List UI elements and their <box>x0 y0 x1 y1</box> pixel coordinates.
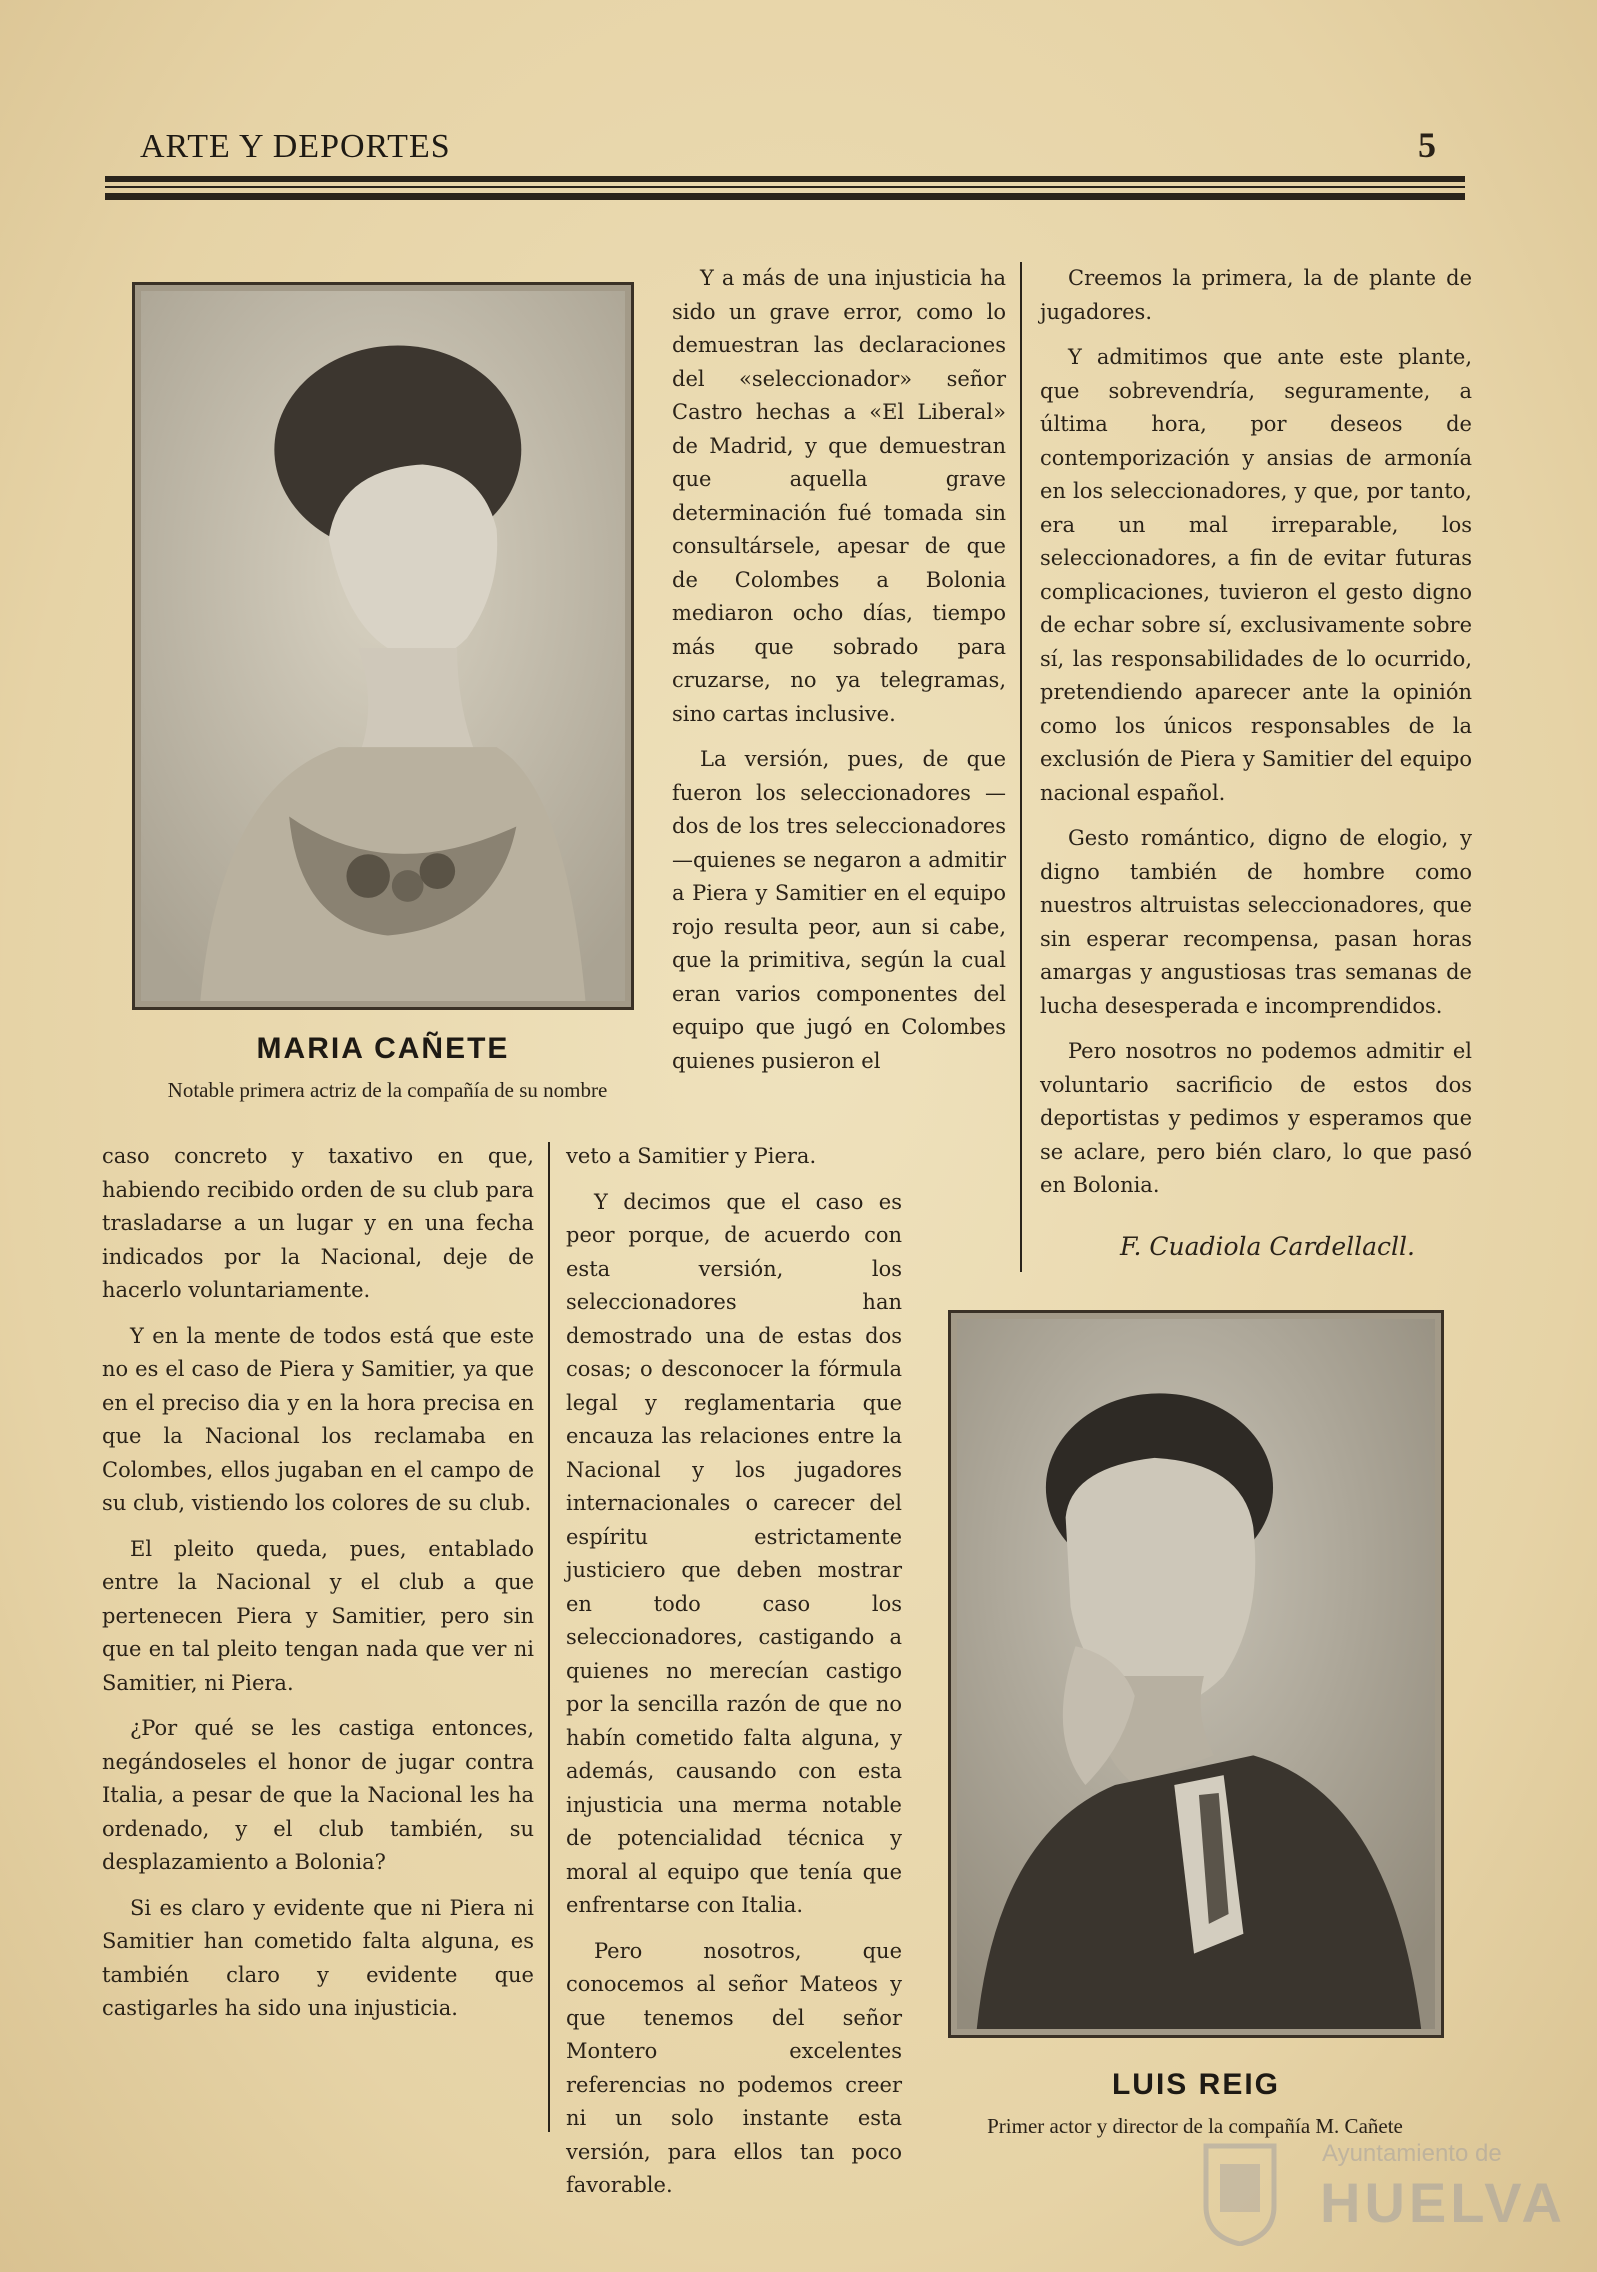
author-signature: F. Cuadiola Cardellacll. <box>1120 1232 1415 1261</box>
paragraph: Y decimos que el caso es peor porque, de acuerdo con esta versión, los seleccionadores han demostrado una de estas dos cosas; o desconocer la fórmula legal y reglamentaria que encauza las relaciones entre la Nacional y los jugadores internacionales o carecer del espíritu estrictamente justiciero que deben mostrar en todo caso los seleccionadores, castigando a quienes no merecían castigo por la sencilla razón de que no habín cometido falta alguna, y además, causando con esta injusticia una merma notable de potencialidad técnica y moral al equipo que tenía que enfrentarse con Italia. <box>566 1189 902 1917</box>
paragraph: Gesto romántico, digno de elogio, y digno también de hombre como nuestros altruistas seleccionadores, que sin esperar recompensa, pasan horas amargas y angustiosas tras semanas de lucha desesperada e incomprendidos. <box>1040 826 1472 1018</box>
paragraph: Creemos la primera, la de plante de jugadores. <box>1040 266 1472 324</box>
paragraph: Y en la mente de todos está que este no es el caso de Piera y Samitier, ya que en el preciso dia y en la hora precisa en que la Nacional los reclamaba en Colombes, ellos jugaban en el campo de su club, vistiendo los colores de su club. <box>102 1323 534 1515</box>
paragraph: Pero nosotros no podemos admitir el voluntario sacrificio de estos dos deportistas y pedimos y esperamos que se aclare, pero bién claro, lo que pasó en Bolonia. <box>1040 1039 1472 1197</box>
caption-sub-luis: Primer actor y director de la compañía M. Cañete <box>987 2114 1403 2138</box>
article-column-upper-middle <box>672 262 1006 1090</box>
header-rule-bottom <box>105 193 1465 200</box>
header-rule-mid <box>105 186 1465 188</box>
publication-title: ARTE Y DEPORTES <box>140 128 451 165</box>
paragraph: ¿Por qué se les castiga entonces, negándoseles el honor de jugar contra Italia, a pesar de que la Nacional les ha ordenado, y el club también, su desplazamiento a Bolonia? <box>102 1716 534 1874</box>
paragraph: Y admitimos que ante este plante, que sobrevendría, seguramente, a última hora, por deseos de contemporización y ansias de armonía en los seleccionadores, y que, por tanto, era un mal irreparable, los seleccionadores, a fin de evitar futuras complicaciones, tuvieron el gesto digno de echar sobre sí, exclusivamente sobre sí, las responsabilidades de lo ocurrido, pretendiendo aparecer ante la opinión como los únicos responsables de la exclusión de Piera y Samitier del equipo nacional español. <box>1040 345 1472 805</box>
portrait-man-image <box>957 1319 1435 2029</box>
caption-name-maria: MARIA CAÑETE <box>256 1032 510 1065</box>
article-column-left <box>102 1140 534 2038</box>
paragraph: caso concreto y taxativo en que, habiendo recibido orden de su club para trasladarse a un lugar y en una fecha indicados por la Nacional, deje de hacerlo voluntariamente. <box>102 1144 534 1302</box>
watermark <box>1200 2130 1566 2250</box>
caption-sub-maria: Notable primera actriz de la compañía de su nombre <box>167 1078 608 1102</box>
portrait-woman-image <box>141 291 625 1001</box>
paragraph: veto a Samitier y Piera. <box>566 1144 817 1168</box>
paragraph: El pleito queda, pues, entablado entre la Nacional y el club a que pertenecen Piera y Samitier, pero sin que en tal pleito tengan nada que ver ni Samitier, ni Piera. <box>102 1536 534 1695</box>
paragraph: Y a más de una injusticia ha sido un grave error, como lo demuestran las declaraciones del «seleccionador» señor Castro hechas a «El Liberal» de Madrid, y que demuestran que aquella grave determinación fué tomada sin consultársele, apesar de que de Colombes a Bolonia mediaron ocho días, tiempo más que sobrado para cruzarse, no ya telegramas, sino cartas inclusive. <box>672 266 1006 726</box>
article-column-middle <box>566 1140 902 2215</box>
photo-maria-canete <box>132 282 634 1010</box>
watermark-line1: Ayuntamiento de <box>1322 2140 1502 2167</box>
paragraph: La versión, pues, de que fueron los seleccionadores —dos de los tres seleccionadores—quienes se negaron a admitir a Piera y Samitier en el equipo rojo resulta peor, aun si cabe, que la primitiva, según la cual eran varios componentes del equipo que jugó en Colombes quienes pusieron el <box>672 747 1006 1073</box>
watermark-line2: HUELVA <box>1320 2171 1566 2234</box>
column-divider-upper <box>1020 262 1022 1272</box>
coat-of-arms-icon <box>1200 2136 1280 2246</box>
paragraph: Pero nosotros, que conocemos al señor Mateos y que tenemos del señor Montero excelentes referencias no podemos creer ni un solo instante esta versión, para ellos tan poco favorable. <box>566 1938 902 2197</box>
page-number: 5 <box>1418 125 1436 165</box>
portrait-woman-illustration <box>141 291 625 1001</box>
article-column-right <box>1040 262 1472 1215</box>
photo-luis-reig <box>948 1310 1444 2038</box>
header-rule-top <box>105 176 1465 182</box>
column-divider-lower <box>548 1142 550 2132</box>
paragraph: Si es claro y evidente que ni Piera ni Samitier han cometido falta alguna, es también claro y evidente que castigarles ha sido una injusticia. <box>102 1895 534 2020</box>
caption-name-luis: LUIS REIG <box>1111 2068 1280 2101</box>
portrait-man-illustration <box>957 1319 1435 2029</box>
